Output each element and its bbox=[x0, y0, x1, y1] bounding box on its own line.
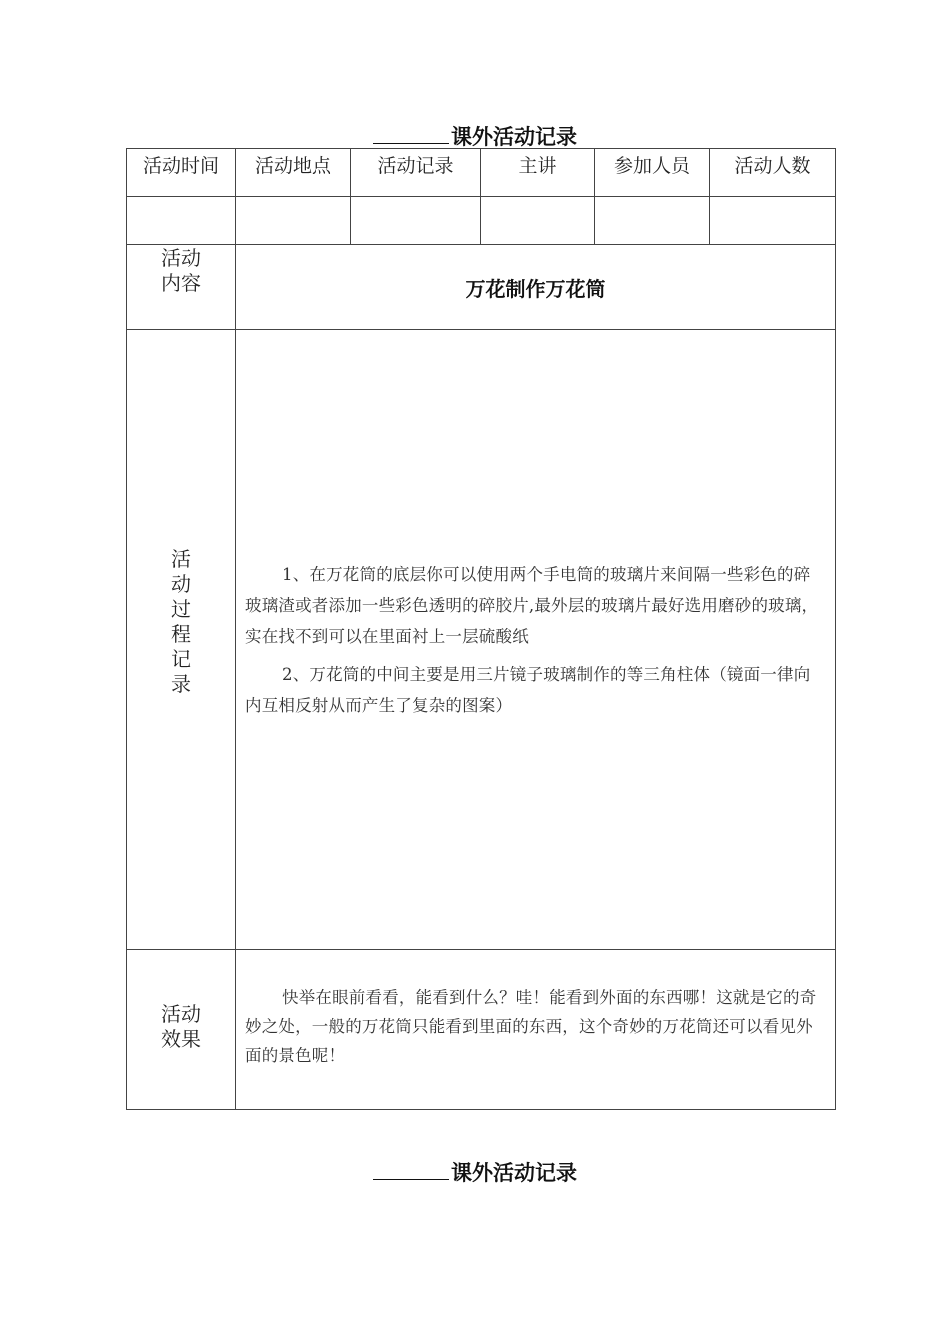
empty-value-row bbox=[127, 197, 836, 245]
content-label-cell bbox=[127, 245, 236, 330]
second-page-title bbox=[0, 1160, 950, 1186]
process-paragraph-2: 2、万花筒的中间主要是用三片镜子玻璃制作的等三角柱体（镜面一律向内互相反射从而产生了复杂的图案） bbox=[245, 664, 811, 715]
effect-row bbox=[127, 950, 836, 1110]
effect-text: 快举在眼前看看，能看到什么？哇！能看到外面的东西哪！这就是它的奇妙之处，一般的万花筒只能看到里面的东西，这个奇妙的万花筒还可以看见外面的景色呢！ bbox=[245, 988, 817, 1065]
value-record bbox=[351, 197, 481, 245]
page-title bbox=[0, 124, 950, 150]
process-label: 活动过程记录 bbox=[171, 547, 191, 696]
effect-cell bbox=[236, 950, 836, 1110]
value-place bbox=[236, 197, 351, 245]
header-place: 活动地点 bbox=[236, 149, 351, 197]
process-label-cell bbox=[127, 330, 236, 950]
value-speaker bbox=[481, 197, 595, 245]
content-label: 活动内容 bbox=[161, 246, 201, 295]
title-blank-line bbox=[373, 1160, 449, 1180]
title-blank-line bbox=[373, 124, 449, 144]
process-record-cell bbox=[236, 330, 836, 950]
header-time: 活动时间 bbox=[127, 149, 236, 197]
header-record: 活动记录 bbox=[351, 149, 481, 197]
content-subject: 万花制作万花筒 bbox=[236, 245, 836, 330]
effect-label-cell bbox=[127, 950, 236, 1110]
value-count bbox=[710, 197, 836, 245]
activity-record-table bbox=[126, 148, 836, 1110]
process-paragraph-1: 1、在万花筒的底层你可以使用两个手电筒的玻璃片来间隔一些彩色的碎玻璃渣或者添加一些彩色透明的碎胶片,最外层的玻璃片最好选用磨砂的玻璃，实在找不到可以在里面衬上一层硫酸纸 bbox=[245, 564, 819, 646]
header-count: 活动人数 bbox=[710, 149, 836, 197]
title-text: 课外活动记录 bbox=[451, 125, 577, 149]
second-title-text: 课外活动记录 bbox=[451, 1161, 577, 1185]
value-participants bbox=[595, 197, 710, 245]
header-participants: 参加人员 bbox=[595, 149, 710, 197]
process-row bbox=[127, 330, 836, 950]
content-row bbox=[127, 245, 836, 330]
value-time bbox=[127, 197, 236, 245]
header-speaker: 主讲 bbox=[481, 149, 595, 197]
header-row bbox=[127, 149, 836, 197]
effect-label: 活动效果 bbox=[161, 1001, 201, 1051]
